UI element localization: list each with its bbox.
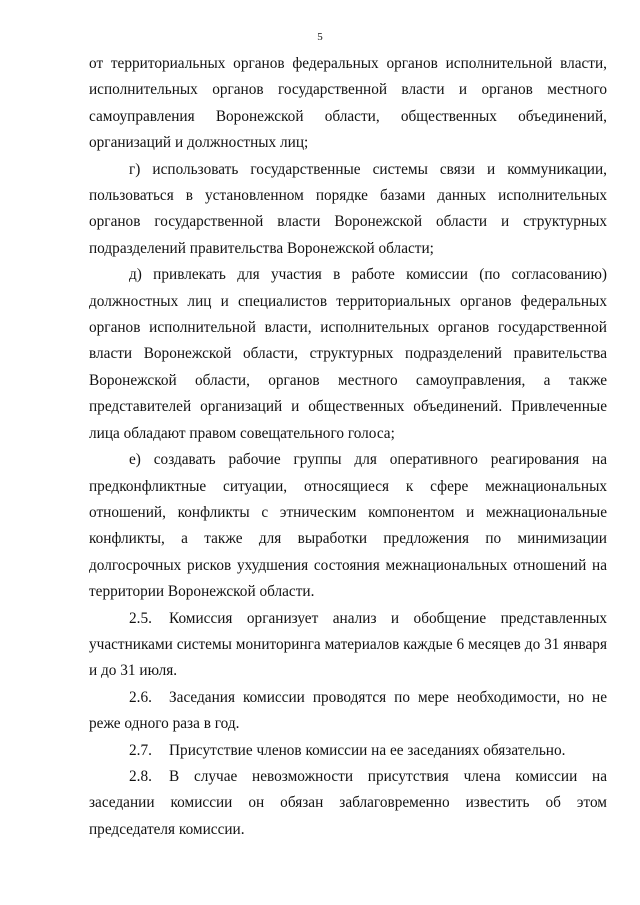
paragraph-continuation: от территориальных органов федеральных органов исполнительной власти, исполнительных органов государственной власти и органов местного самоуправления Воронежской области, общественных объединений, организаций и должностных лиц; (89, 55, 607, 152)
document-body (89, 51, 607, 843)
clause-2-5 (89, 606, 607, 685)
paragraph-item-d: д) привлекать для участия в работе комиссии (по согласованию) должностных лиц и специалистов территориальных органов федеральных органов исполнительной власти, исполнительных органов государственной власти Воронежской области, структурных подразделений правительства Воронежской области, органов местного самоуправления, а также представителей организаций и общественных объединений. Привлеченные лица обладают правом совещательного голоса; (89, 266, 607, 442)
clause-number: 2.6. (129, 688, 152, 706)
page-number: 5 (317, 31, 323, 43)
clause-number: 2.5. (129, 609, 152, 627)
paragraph-item-e: е) создавать рабочие группы для оперативного реагирования на предконфликтные ситуации, относящиеся к сфере межнациональных отношений, конфликты с этническим компонентом и межнациональные конфликты, а также для выработки предложения по минимизации долгосрочных рисков ухудшения состояния межнациональных отношений на территории Воронежской области. (89, 451, 607, 601)
clause-2-6 (89, 685, 607, 738)
clause-2-7 (89, 738, 607, 764)
clause-text: Присутствие членов комиссии на ее заседаниях обязательно. (169, 741, 566, 759)
clause-number: 2.7. (129, 741, 152, 759)
paragraph-item-g: г) использовать государственные системы связи и коммуникации, пользоваться в установленном порядке базами данных исполнительных органов государственной власти Воронежской области и структурных подразделений правительства Воронежской области; (89, 160, 607, 257)
clause-text: В случае невозможности присутствия члена комиссии на заседании комиссии он обязан заблаговременно известить об этом председателя комиссии. (89, 767, 607, 838)
clause-number: 2.8. (129, 767, 152, 785)
clause-2-8 (89, 764, 607, 843)
clause-text: Комиссия организует анализ и обобщение представленных участниками системы мониторинга материалов каждые 6 месяцев до 31 января и до 31 июля. (89, 609, 607, 680)
clause-text: Заседания комиссии проводятся по мере необходимости, но не реже одного раза в год. (89, 688, 607, 733)
